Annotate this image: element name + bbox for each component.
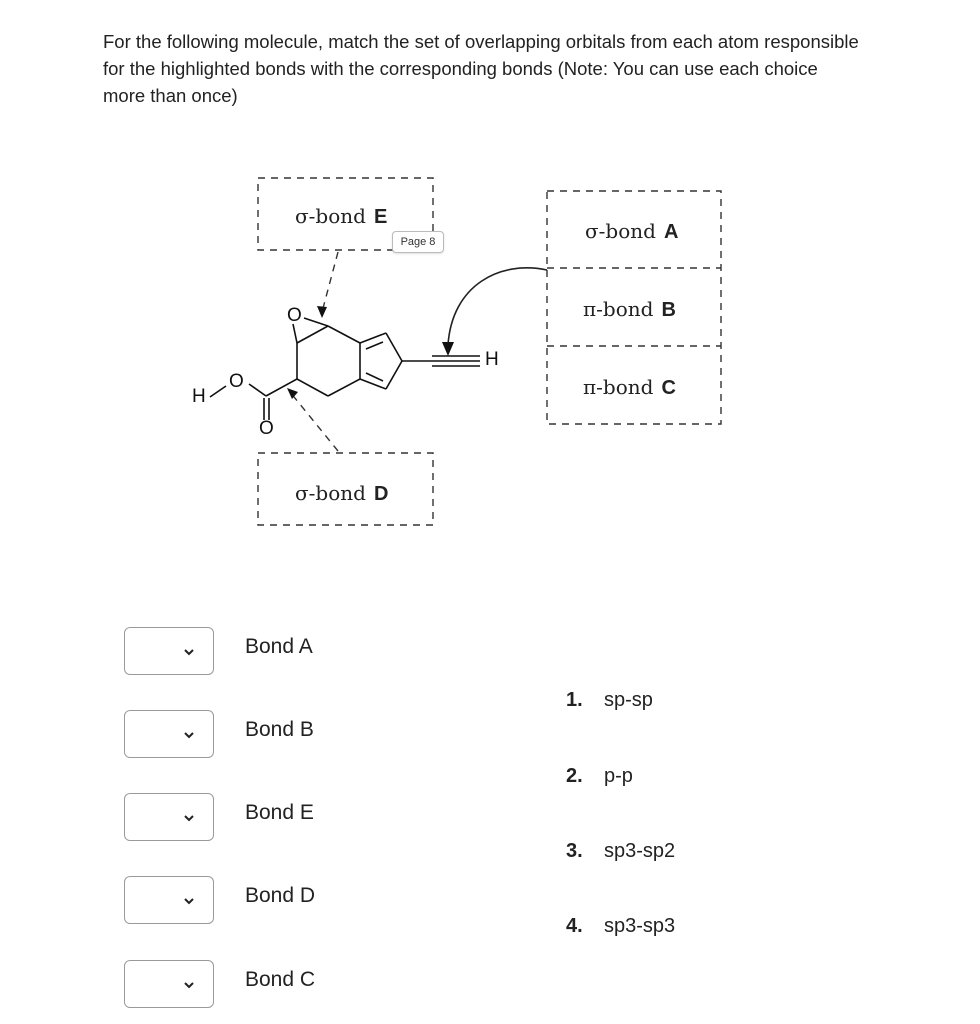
chevron-down-icon xyxy=(179,975,199,995)
answer-dropdown-bond-c[interactable] xyxy=(124,960,214,1008)
answer-dropdown-bond-d[interactable] xyxy=(124,876,214,924)
pointer-e xyxy=(322,252,338,312)
choice-item xyxy=(566,689,653,712)
arrowhead-d xyxy=(287,388,298,399)
answer-dropdown-bond-b[interactable] xyxy=(124,710,214,758)
chevron-down-icon xyxy=(179,642,199,662)
answer-dropdown-bond-e[interactable] xyxy=(124,793,214,841)
choice-number: 2. xyxy=(566,765,583,787)
chevron-down-icon xyxy=(179,725,199,745)
choice-item xyxy=(566,765,633,788)
choice-number: 4. xyxy=(566,915,583,937)
row-label: Bond D xyxy=(245,884,316,907)
curved-arrowhead xyxy=(442,342,454,356)
row-label: Bond B xyxy=(245,718,314,741)
chevron-down-icon xyxy=(179,891,199,911)
label-bond-d xyxy=(295,481,388,506)
match-row-bond-d xyxy=(124,876,424,928)
question-text: For the following molecule, match the set of overlapping orbitals from each atom responsible for the highlighted bonds with the corresponding bonds (Note: You can use each choice more than once) xyxy=(103,31,859,106)
atom-h-left: H xyxy=(192,386,206,407)
choice-text: sp-sp xyxy=(604,689,653,711)
choice-text: sp3-sp2 xyxy=(604,840,676,862)
choice-item xyxy=(566,840,675,863)
label-bond-c-type: π-bond xyxy=(583,375,654,399)
label-bond-a xyxy=(585,219,678,244)
skeleton xyxy=(210,318,480,420)
label-bond-e-type: σ-bond xyxy=(295,204,366,228)
label-bond-c xyxy=(583,375,676,400)
choice-item xyxy=(566,915,675,938)
curved-arrow xyxy=(448,268,547,345)
atom-o-carbonyl: O xyxy=(259,418,274,439)
arrowhead-e xyxy=(317,306,327,318)
choice-number: 1. xyxy=(566,689,583,711)
atom-o-ester: O xyxy=(229,371,244,392)
match-row-bond-b xyxy=(124,710,424,762)
label-bond-d-type: σ-bond xyxy=(295,481,366,505)
choice-number: 3. xyxy=(566,840,583,862)
label-bond-c-letter: C xyxy=(661,377,676,399)
label-bond-b xyxy=(583,297,676,322)
page-tag: Page 8 xyxy=(392,231,444,253)
match-row-bond-a xyxy=(124,627,424,679)
label-bond-a-type: σ-bond xyxy=(585,219,656,243)
label-bond-a-letter: A xyxy=(663,221,679,243)
row-label: Bond E xyxy=(245,801,314,824)
label-bond-e xyxy=(295,204,387,229)
chevron-down-icon xyxy=(179,808,199,828)
match-row-bond-e xyxy=(124,793,424,845)
label-bond-b-type: π-bond xyxy=(583,297,654,321)
label-bond-d-letter: D xyxy=(373,483,389,505)
atom-h-alkyne: H xyxy=(485,349,499,370)
row-label: Bond C xyxy=(245,968,316,991)
choice-text: p-p xyxy=(604,765,633,787)
match-row-bond-c xyxy=(124,960,424,1012)
row-label: Bond A xyxy=(245,635,313,658)
choice-text: sp3-sp3 xyxy=(604,915,676,937)
answer-dropdown-bond-a[interactable] xyxy=(124,627,214,675)
label-bond-e-letter: E xyxy=(373,206,388,228)
label-bond-b-letter: B xyxy=(661,299,676,321)
atom-o-epoxide: O xyxy=(287,305,302,326)
pointer-d xyxy=(290,392,338,451)
